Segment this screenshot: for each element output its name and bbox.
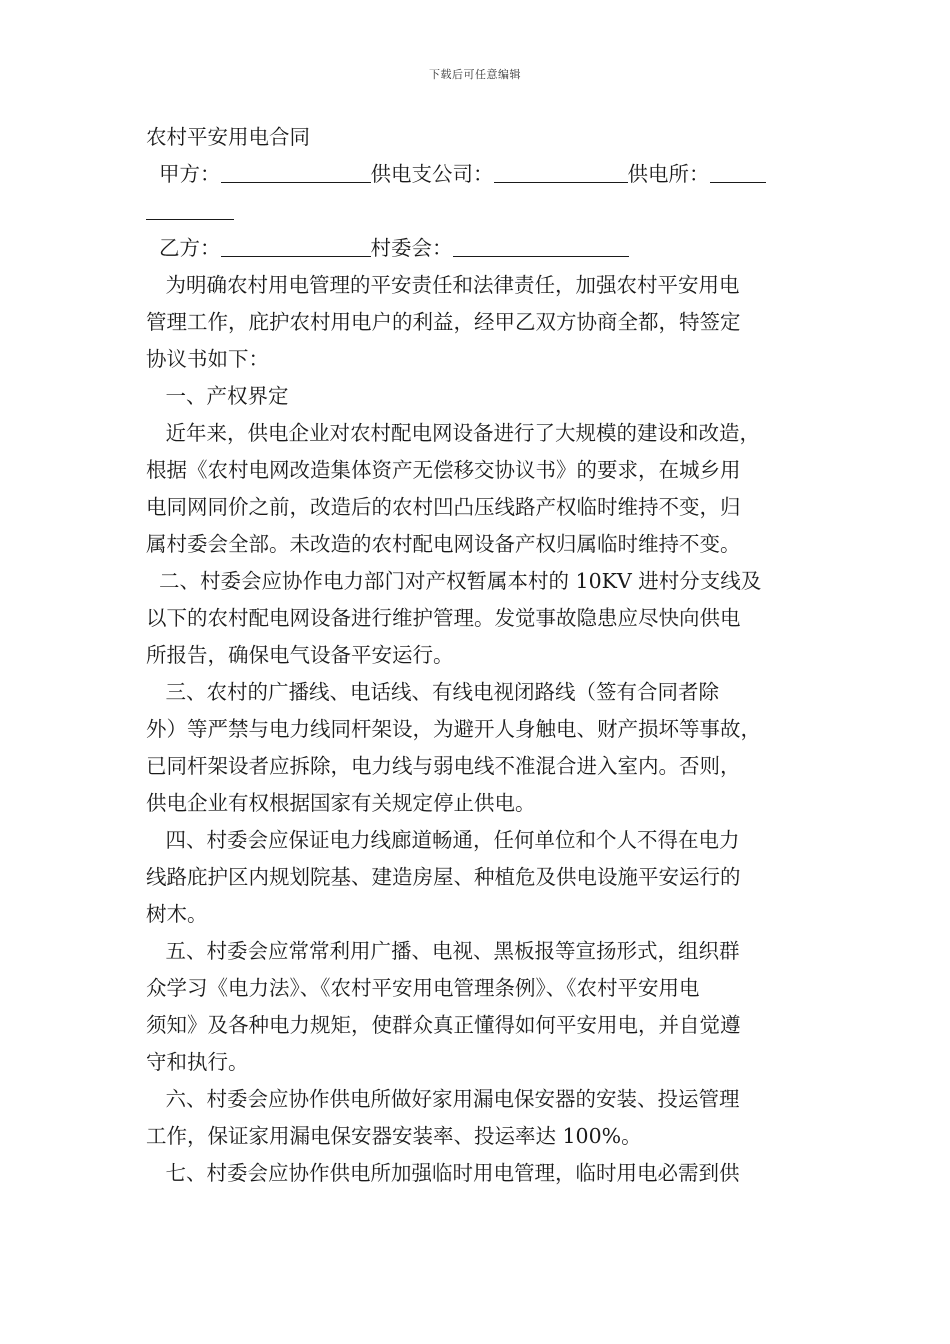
body-line: 已同杆架设者应拆除，电力线与弱电线不准混合进入室内。否则， (146, 754, 741, 778)
party-a-blank[interactable] (221, 160, 371, 183)
party-b-line (146, 230, 810, 267)
body-line: 所报告，确保电气设备平安运行。 (146, 643, 454, 667)
station-blank-continued[interactable] (146, 197, 234, 220)
body-line: 外）等严禁与电力线同杆架设，为避开人身触电、财产损坏等事故， (146, 717, 761, 741)
party-a-line (146, 156, 810, 193)
document-body (146, 119, 810, 1192)
header-note: 下载后可任意编辑 (429, 68, 521, 81)
body-line: 众学习《电力法》、《农村平安用电管理条例》、《农村平安用电 (146, 976, 700, 1000)
body-line: 七、村委会应协作供电所加强临时用电管理，临时用电必需到供 (146, 1161, 740, 1185)
station-label: 供电所： (627, 162, 710, 186)
body-line: 工作，保证家用漏电保安器安装率、投运率达 100%。 (146, 1124, 642, 1148)
station-blank[interactable] (710, 160, 766, 183)
body-line: 线路庇护区内规划院基、建造房屋、种植危及供电设施平安运行的 (146, 865, 741, 889)
body-line: 以下的农村配电网设备进行维护管理。发觉事故隐患应尽快向供电 (146, 606, 741, 630)
section-heading: 一、产权界定 (146, 384, 289, 408)
body-line: 属村委会全部。未改造的农村配电网设备产权归属临时维持不变。 (146, 532, 741, 556)
body-line: 近年来，供电企业对农村配电网设备进行了大规模的建设和改造， (146, 421, 761, 445)
body-line: 为明确农村用电管理的平安责任和法律责任，加强农村平安用电 (146, 273, 740, 297)
body-line: 供电企业有权根据国家有关规定停止供电。 (146, 791, 536, 815)
branch-label: 供电支公司： (370, 162, 494, 186)
committee-blank[interactable] (453, 234, 629, 257)
body-line: 须知》及各种电力规矩，使群众真正懂得如何平安用电，并自觉遵 (146, 1013, 741, 1037)
party-a-continuation-line (146, 193, 810, 230)
party-b-blank[interactable] (221, 234, 371, 257)
body-line: 树木。 (146, 902, 208, 926)
party-a-label: 甲方： (159, 162, 221, 186)
body-line: 六、村委会应协作供电所做好家用漏电保安器的安装、投运管理 (146, 1087, 740, 1111)
body-line: 守和执行。 (146, 1050, 249, 1074)
body-line: 协议书如下： (146, 347, 269, 371)
body-line: 电同网同价之前，改造后的农村凹凸压线路产权临时维持不变，归 (146, 495, 741, 519)
party-b-label: 乙方： (159, 236, 221, 260)
body-line: 五、村委会应常常利用广播、电视、黑板报等宣扬形式，组织群 (146, 939, 740, 963)
body-line: 根据《农村电网改造集体资产无偿移交协议书》的要求，在城乡用 (146, 458, 741, 482)
document-title: 农村平安用电合同 (146, 125, 310, 149)
body-line: 三、农村的广播线、电话线、有线电视闭路线（签有合同者除 (146, 680, 720, 704)
branch-blank[interactable] (494, 160, 628, 183)
body-line: 管理工作，庇护农村用电户的利益，经甲乙双方协商全都，特签定 (146, 310, 741, 334)
committee-label: 村委会： (370, 236, 453, 260)
body-line: 四、村委会应保证电力线廊道畅通，任何单位和个人不得在电力 (146, 828, 740, 852)
body-line: 二、村委会应协作电力部门对产权暂属本村的 10KV 进村分支线及 (146, 569, 762, 593)
